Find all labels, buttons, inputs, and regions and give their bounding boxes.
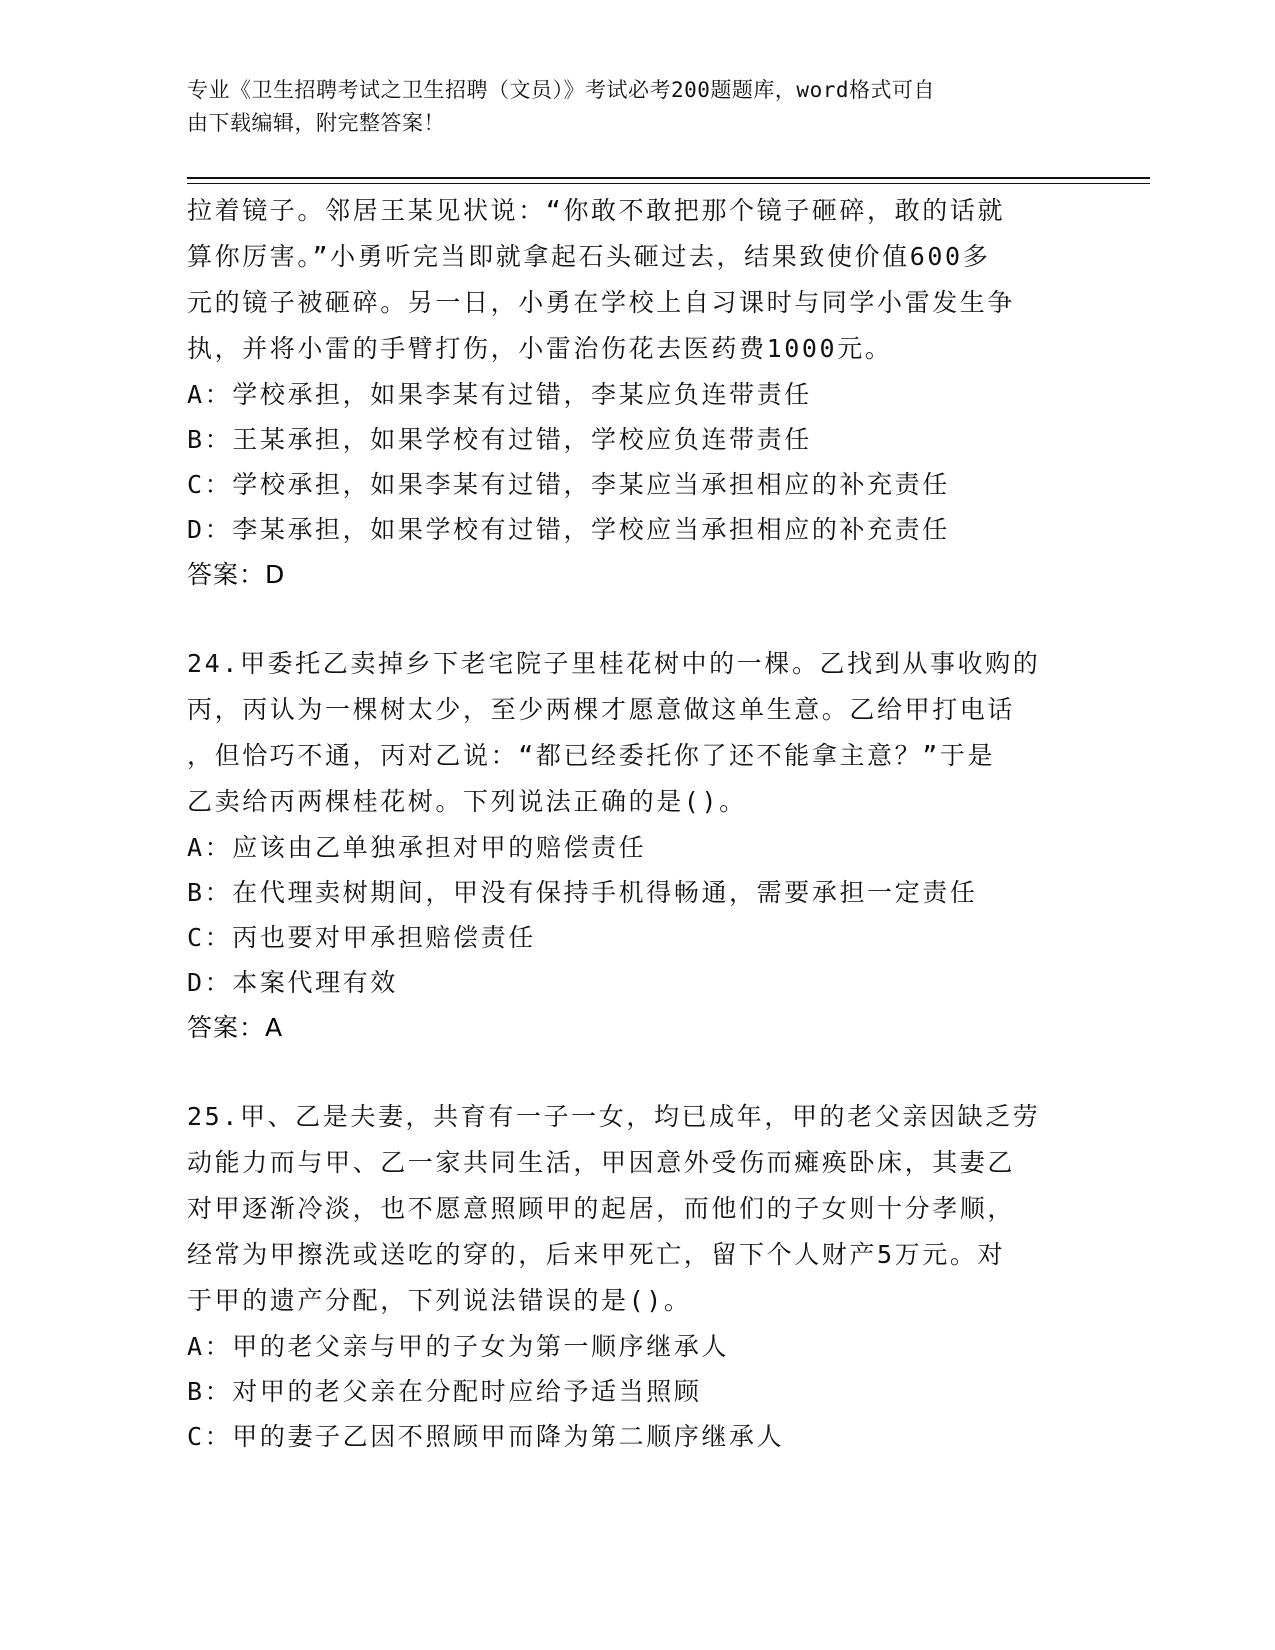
question-text-line: 拉着镜子。邻居王某见状说：“你敢不敢把那个镜子砸碎，敢的话就: [187, 196, 1006, 225]
option-a: A：甲的老父亲与甲的子女为第一顺序继承人: [187, 1332, 730, 1361]
option-d: D：本案代理有效: [187, 968, 398, 997]
question-text-line: 于甲的遗产分配，下列说法错误的是()。: [187, 1286, 692, 1315]
question-25: [187, 1094, 1087, 1459]
spacer: [187, 1050, 1087, 1094]
question-text-line: 元的镜子被砸碎。另一日，小勇在学校上自习课时与同学小雷发生争: [187, 288, 1016, 317]
option-b: B：王某承担，如果学校有过错，学校应负连带责任: [187, 425, 812, 454]
question-text-line: ，但恰巧不通，丙对乙说：“都已经委托你了还不能拿主意？”于是: [187, 741, 996, 770]
header-line-1: 专业《卫生招聘考试之卫生招聘（文员）》考试必考200题题库，word格式可自: [187, 78, 935, 102]
option-c: C：甲的妻子乙因不照顾甲而降为第二顺序继承人: [187, 1422, 785, 1451]
option-a: A：学校承担，如果李某有过错，李某应负连带责任: [187, 380, 812, 409]
spacer: [187, 597, 1087, 641]
option-c: C：丙也要对甲承担赔偿责任: [187, 923, 536, 952]
question-text-line: 24.甲委托乙卖掉乡下老宅院子里桂花树中的一棵。乙找到从事收购的: [187, 649, 1041, 678]
question-text-line: 对甲逐渐冷淡，也不愿意照顾甲的起居，而他们的子女则十分孝顺，: [187, 1194, 1016, 1223]
question-text-line: 丙，丙认为一棵树太少，至少两棵才愿意做这单生意。乙给甲打电话: [187, 695, 1016, 724]
question-text-line: 动能力而与甲、乙一家共同生活，甲因意外受伤而瘫痪卧床，其妻乙: [187, 1148, 1016, 1177]
question-24: [187, 641, 1087, 1050]
question-text-line: 算你厉害。”小勇听完当即就拿起石头砸过去，结果致使价值600多: [187, 242, 991, 271]
header-divider-thick: [187, 177, 1150, 179]
question-text-line: 经常为甲擦洗或送吃的穿的，后来甲死亡，留下个人财产5万元。对: [187, 1240, 1006, 1269]
question-23: [187, 188, 1087, 597]
question-text-line: 25.甲、乙是夫妻，共育有一子一女，均已成年，甲的老父亲因缺乏劳: [187, 1102, 1041, 1131]
option-c: C：学校承担，如果李某有过错，李某应当承担相应的补充责任: [187, 470, 950, 499]
option-d: D：李某承担，如果学校有过错，学校应当承担相应的补充责任: [187, 515, 950, 544]
option-a: A：应该由乙单独承担对甲的赔偿责任: [187, 833, 647, 862]
document-header: [187, 74, 1067, 140]
header-line-2: 由下载编辑，附完整答案！: [187, 111, 445, 135]
header-divider-thin: [187, 183, 1150, 184]
document-body: [187, 188, 1087, 1459]
answer: 答案：A: [187, 1013, 284, 1042]
question-text-line: 执，并将小雷的手臂打伤，小雷治伤花去医药费1000元。: [187, 334, 893, 363]
option-b: B：对甲的老父亲在分配时应给予适当照顾: [187, 1377, 702, 1406]
option-b: B：在代理卖树期间，甲没有保持手机得畅通，需要承担一定责任: [187, 878, 978, 907]
question-text-line: 乙卖给丙两棵桂花树。下列说法正确的是()。: [187, 787, 747, 816]
answer: 答案：D: [187, 560, 286, 589]
